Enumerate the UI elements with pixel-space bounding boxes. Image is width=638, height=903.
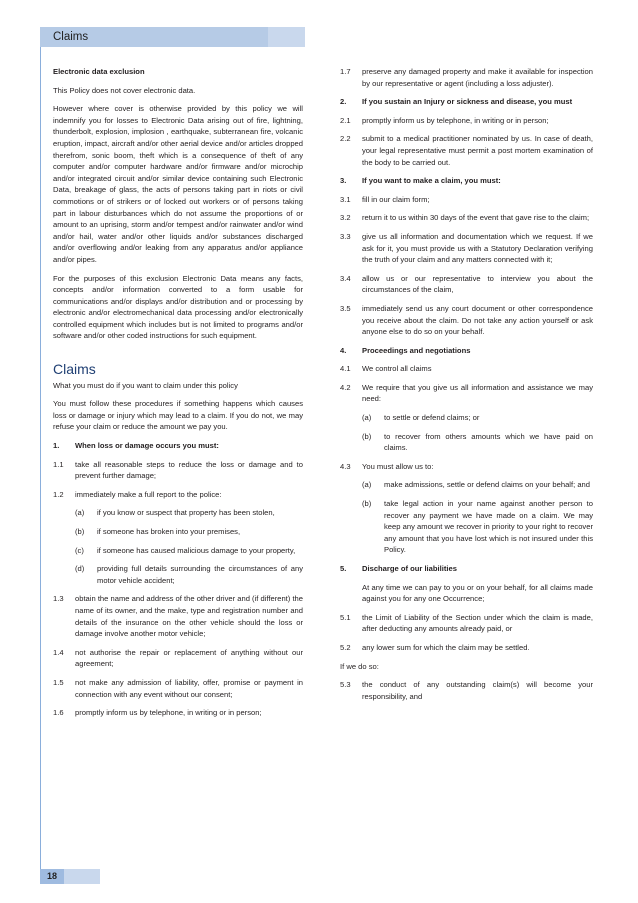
list-item [340,642,593,654]
item-number: 5.3 [340,680,351,690]
list-item [340,194,593,206]
item-text: make admissions, settle or defend claims on your behalf; and [384,480,590,490]
item-text: At any time we can pay to you or on your behalf, for all claims made against you for any one Occurrence; [362,582,593,604]
section-heading-3 [340,175,593,187]
item-text: allow us or our representative to interview you about the circumstances of the claim, [362,273,593,295]
item-text: When loss or damage occurs you must: [75,441,219,451]
margin-rule [40,47,41,883]
item-text: providing full details surrounding the circumstances of any motor vehicle accident; [97,564,303,585]
list-item [53,647,303,670]
item-text: any lower sum for which the claim may be settled. [362,642,530,652]
item-text: to recover from others amounts which we have paid on claims. [384,431,593,453]
item-text: not make any admission of liability, offer, promise or payment in connection with any event without our consent; [75,677,303,699]
list-item [340,66,593,89]
item-text: immediately make a full report to the police: [75,489,222,499]
item-number: (d) [75,564,85,574]
item-text: promptly inform us by telephone, in writing or in person; [362,115,549,125]
list-item [340,231,593,266]
section-5-text [340,582,593,605]
item-number: 1.4 [53,647,64,657]
claims-heading: Claims [53,361,96,378]
item-text: to settle or defend claims; or [384,413,480,423]
list-item [340,212,593,224]
list-item [340,303,593,338]
list-item [340,273,593,296]
item-text: take legal action in your name against another person to recover any payment we have made on a claim. We may keep any amount we recover in priority to your right to recover any amount that you have lost which is not insured under this Policy. [384,499,593,555]
item-text: if you know or suspect that property has been stolen, [97,508,275,518]
item-text: obtain the name and address of the other driver and (if different) the name of its owner, and the make, type and registration number and details of the insurance on the other vehicle should the loss or damage involve another motor vehicle; [75,594,303,639]
item-number: 3.2 [340,213,351,223]
item-number: 1. [53,441,60,451]
item-number: (a) [362,480,372,490]
page-number: 18 [40,869,64,884]
list-item [53,593,303,639]
item-number: 1.2 [53,489,64,499]
list-item [53,489,303,501]
item-text: immediately send us any court document or other correspondence you receive about the claim. Do not take any action yourself or ask anyone else to do so on your behalf. [362,303,593,337]
item-text: submit to a medical practitioner nominated by us. In case of death, your legal representative must permit a post mortem examination of the body to be carried out. [362,134,593,167]
exclusion-title: Electronic data exclusion [53,67,145,76]
item-text: give us all information and documentation which we request. If we ask for it, you must provide us with a Statutory Declaration verifying the truth of your claim and any matters connected with it; [362,231,593,265]
item-number: 1.5 [53,677,64,687]
item-text: If you sustain an Injury or sickness and disease, you must [362,97,573,107]
item-text: promptly inform us by telephone, in writing or in person; [75,708,262,718]
item-text: not authorise the repair or replacement of anything without our agreement; [75,647,303,669]
item-number: (b) [362,499,372,509]
sub-item [75,545,303,557]
exclusion-paragraph: However where cover is otherwise provided by this policy we will indemnify you for losses to Electronic Data arising out of fire, lightning, thunderbolt, explosion, implosion , earthquake, subterranean fire, volcanic eruption, impact, aircraft and/or other aerial device and/or articles dropped therefrom, sonic boom, theft which is a consequence of theft of any computer and/or computer hardware and/or firmware and/or microchip and/or integrated circuit and/or similar device containing such Electronic Data, breakage of glass, the acts of persons taking part in riots or civil commotions or of strikers or of locked out workers or of persons taking part in labour disturbances which do not assume the proportions of or amount to an uprising, storm and/or tempest and/or rainwater and/or wind and/or hail, water and/or other liquids and/or substances discharged and/or overflowing and/or leaking from any apparatus and/or appliance and/or pipes. [53,104,303,264]
if-we-do-so: If we do so: [340,661,379,671]
item-number: 3.1 [340,194,351,204]
page-header-title: Claims [53,31,89,43]
item-number: (a) [75,508,85,518]
list-item [340,115,593,127]
item-number: 4.3 [340,461,351,471]
sub-item [362,498,593,556]
list-item [53,707,303,719]
item-number: 1.6 [53,708,64,718]
section-heading-4 [340,345,593,357]
item-text: the conduct of any outstanding claim(s) will become your responsibility, and [362,680,593,701]
item-number: 2.1 [340,115,351,125]
item-text: preserve any damaged property and make it available for inspection by our representative or agent (including a loss adjuster). [362,67,593,88]
right-column [340,66,593,709]
sub-item [362,479,593,491]
item-number: 2. [340,97,347,107]
left-column [53,66,303,726]
item-text: Discharge of our liabilities [362,564,457,573]
list-item [340,679,593,702]
sub-item [362,412,593,424]
section-heading-5 [340,563,593,575]
item-text: if someone has broken into your premises, [97,527,241,536]
list-item [340,382,593,405]
item-text: If you want to make a claim, you must: [362,176,501,186]
item-number: 3.3 [340,231,351,241]
item-number: 2.2 [340,134,351,144]
item-number: 1.3 [53,594,64,604]
item-text: Proceedings and negotiations [362,345,471,355]
list-item [340,133,593,168]
item-text: You must allow us to: [362,461,434,471]
item-text: fill in our claim form; [362,194,430,204]
exclusion-paragraph: This Policy does not cover electronic data. [53,85,196,95]
item-number: 5.2 [340,642,351,652]
list-item [340,612,593,635]
sub-item [75,563,303,586]
item-number: 5.1 [340,612,351,622]
item-number: (b) [75,527,85,536]
item-number: 3. [340,176,347,186]
item-number: 4.2 [340,382,351,392]
exclusion-paragraph: For the purposes of this exclusion Electronic Data means any facts, concepts and/or information converted to a form usable for communications and/or displays and/or distribution and or processing by electronic and/or electromechanical data processing and/or electronically controlled equipment which includes but is not limited to programs and/or software and/or other coded instructions for such equipment. [53,273,303,341]
item-number: (a) [362,413,372,423]
claims-intro: What you must do if you want to claim under this policy [53,380,238,390]
item-text: return it to us within 30 days of the event that gave rise to the claim; [362,213,590,223]
sub-item [75,507,303,519]
item-number: (c) [75,545,84,555]
item-number: 1.1 [53,459,64,469]
item-text: the Limit of Liability of the Section under which the claim is made, after deducting any amounts already paid, or [362,612,593,634]
claims-paragraph: You must follow these procedures if something happens which causes loss or damage or injury which may lead to a claim. If you do not, we may refuse your claim or reduce the amount we pay you. [53,399,303,432]
item-number: 3.4 [340,273,351,283]
item-number: 1.7 [340,67,351,76]
item-number: 4. [340,345,347,355]
list-item [340,363,593,375]
item-text: We require that you give us all information and assistance we may need: [362,382,593,404]
section-heading-1 [53,440,303,452]
list-item [53,459,303,482]
sub-item [75,526,303,538]
item-number: 5. [340,564,347,573]
header-band-accent [268,27,305,47]
list-item [340,461,593,473]
sub-item [362,431,593,454]
item-number: 4.1 [340,364,351,374]
item-text: We control all claims [362,364,432,374]
item-text: take all reasonable steps to reduce the loss or damage and to prevent further damage; [75,459,303,481]
list-item [53,677,303,700]
item-number: 3.5 [340,303,351,313]
item-number: (b) [362,431,372,441]
section-heading-2 [340,96,593,108]
item-text: if someone has caused malicious damage to your property, [97,545,296,555]
